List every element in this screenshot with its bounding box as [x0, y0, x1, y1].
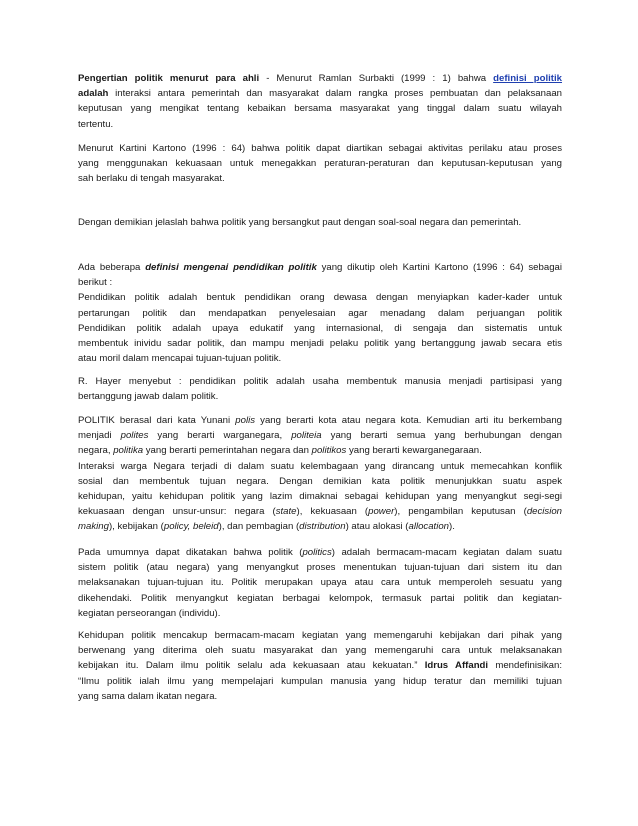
text-line: tertentu.	[78, 118, 114, 130]
text-line: membentuk inividu sadar politik, dan mampu menjadi pelaku politik yang bertanggung jawab secara etis	[78, 338, 562, 350]
text-line: adalah interaksi antara pemerintah dan masyarakat dalam rangka proses pembuatan dan pelaksanaan	[78, 88, 562, 100]
definisi-politik-link[interactable]: definisi politik	[493, 73, 563, 84]
text-line: kegiatan perseorangan (individu).	[78, 607, 221, 619]
text-line: Pendidikan politik adalah upaya edukatif yang internasional, di sengaja dan sistematis untuk	[78, 322, 562, 334]
text-line: negara, politika yang berarti pemerintahan negara dan politikos yang berarti kewarganegaraan.	[78, 445, 482, 457]
text-line: kebijakan itu. Dalam ilmu politik selalu ada kekuasaan atau kekuatan.” Idrus Affandi mendefinisikan:	[78, 660, 563, 672]
text-line: melaksanakan tujuan-tujuan itu. Politik merupakan upaya atau cara untuk memperoleh sesuatu yang	[78, 577, 562, 589]
text-line: berwenang yang diterima oleh suatu masyarakat dan yang memengaruhi cara untuk melaksanakan	[78, 645, 562, 657]
text-line: Pendidikan politik adalah bentuk pendidikan orang dewasa dengan menyiapkan kader-kader untuk	[78, 292, 562, 304]
text-line: making), kebijakan (policy, beleid), dan pembagian (distribution) atau alokasi (allocation).	[78, 521, 455, 533]
paragraph-hayer	[78, 374, 562, 404]
text-line: keputusan yang mengikat tentang kebaikan bersama masyarakat yang tinggal dalam suatu wilayah	[78, 103, 562, 115]
lead-heading: Pengertian politik menurut para ahli	[78, 73, 260, 84]
text-line: Menurut Kartini Kartono (1996 : 64) bahwa politik dapat diartikan sebagai aktivitas perilaku atau proses	[78, 143, 562, 154]
paragraph-definition-ramlan	[78, 71, 562, 132]
text-line: Pada umumnya dapat dikatakan bahwa politik (politics) adalah bermacam-macam kegiatan dalam suatu	[78, 547, 562, 558]
paragraph-kartini	[78, 141, 562, 187]
paragraph-idrus-affandi	[78, 628, 562, 704]
text-line: POLITIK berasal dari kata Yunani polis yang berarti kota atau negara kota. Kemudian arti itu berkembang	[78, 415, 562, 426]
text-line: “Ilmu politik ialah ilmu yang mempelajari kumpulan manusia yang hidup teratur dan memiliki tujuan	[78, 675, 562, 687]
text-line: Pengertian politik menurut para ahli - Menurut Ramlan Surbakti (1999 : 1) bahwa definisi politik	[78, 73, 563, 84]
paragraph-pendidikan-politik	[78, 260, 562, 366]
text-line: sah berlaku di tengah masyarakat.	[78, 173, 225, 185]
paragraph-politik-etymology	[78, 413, 562, 535]
text-line: sosial dan membentuk tujuan negara. Dengan demikian kata politik menunjukkan suatu aspek	[78, 475, 562, 487]
text-line: Interaksi warga Negara terjadi di dalam suatu kelembagaan yang dirancang untuk memecahkan konflik	[78, 460, 562, 472]
text-line: menjadi polites yang berarti warganegara, politeia yang berarti semua yang berhubungan dengan	[78, 430, 563, 442]
text-line: kekuasaan dengan unsur-unsur: negara (state), kekuasaan (power), pengambilan keputusan (decision	[78, 506, 563, 518]
text-line: Dengan demikian jelaslah bahwa politik yang bersangkut paut dengan soal-soal negara dan pemerintah.	[78, 217, 522, 228]
text-line: bertanggung jawab dalam politik.	[78, 391, 219, 403]
paragraph-politics-activities	[78, 545, 562, 621]
text-line: R. Hayer menyebut : pendidikan politik adalah usaha membentuk manusia menjadi partisipasi yang	[78, 376, 562, 387]
text-line: Kehidupan politik mencakup bermacam-macam kegiatan yang memengaruhi kebijakan dari pihak yang	[78, 630, 562, 641]
text-line: atau moril dalam mencapai tujuan-tujuan politik.	[78, 353, 282, 365]
text-line: pertarungan politik dan mendapatkan penyelesaian agar menadang dalam perjuangan politik	[78, 307, 562, 319]
text-line: kehidupan, yaitu kehidupan politik yang lazim dimaknai sebagai kehidupan yang menyangkut segi-segi	[78, 491, 562, 503]
paragraph-conclusion	[78, 215, 562, 230]
text-line: berikut :	[78, 277, 113, 289]
author-name: Idrus Affandi	[424, 660, 489, 672]
text-line: yang sama dalam ikatan negara.	[78, 690, 218, 702]
text-line: yang menggunakan kekuasaan untuk menegakkan peraturan-peraturan dan keputusan-keputusan yang	[78, 158, 562, 170]
text-line: Ada beberapa definisi mengenai pendidikan politik yang dikutip oleh Kartini Kartono (1996 : 64) sebagai	[78, 262, 562, 273]
text-line: dikehendaki. Politik menyangkut kegiatan berbagai kelompok, termasuk partai politik dan kegiatan-	[78, 592, 562, 604]
text-line: sistem politik (atau negara) yang menyangkut proses menentukan tujuan-tujuan dari sistem itu dan	[78, 562, 562, 574]
